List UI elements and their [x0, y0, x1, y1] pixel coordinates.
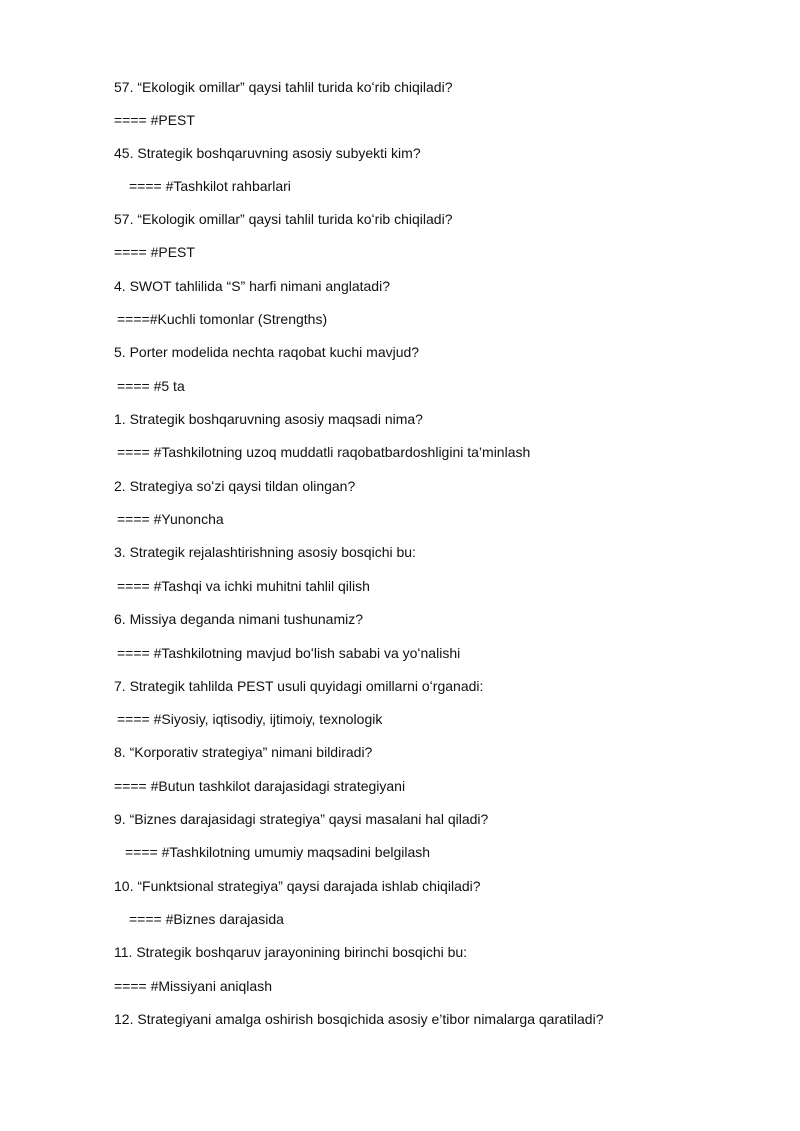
question-line: 8. “Korporativ strategiya” nimani bildiradi?	[114, 744, 373, 760]
answer-line: ==== #Tashkilot rahbarlari	[129, 178, 291, 194]
answer-line: ==== #Biznes darajasida	[129, 911, 284, 927]
question-line: 9. “Biznes darajasidagi strategiya” qaysi masalani hal qiladi?	[114, 811, 489, 827]
question-line: 10. “Funktsional strategiya” qaysi darajada ishlab chiqiladi?	[114, 878, 481, 894]
answer-line: ==== #PEST	[114, 244, 195, 260]
question-line: 6. Missiya deganda nimani tushunamiz?	[114, 611, 364, 627]
answer-line: ==== #Butun tashkilot darajasidagi strategiyani	[114, 778, 406, 794]
question-line: 7. Strategik tahlilda PEST usuli quyidagi omillarni oʻrganadi:	[114, 678, 484, 694]
question-line: 2. Strategiya soʻzi qaysi tildan olingan?	[114, 478, 356, 494]
question-line: 57. “Ekologik omillar” qaysi tahlil turida koʻrib chiqiladi?	[114, 211, 453, 227]
question-line: 12. Strategiyani amalga oshirish bosqichida asosiy e’tibor nimalarga qaratiladi?	[114, 1011, 604, 1027]
question-line: 45. Strategik boshqaruvning asosiy subyekti kim?	[114, 145, 421, 161]
answer-line: ==== #Missiyani aniqlash	[114, 978, 272, 994]
question-line: 5. Porter modelida nechta raqobat kuchi mavjud?	[114, 344, 420, 360]
answer-line: ==== #PEST	[114, 112, 195, 128]
question-line: 57. “Ekologik omillar” qaysi tahlil turida koʻrib chiqiladi?	[114, 79, 453, 95]
answer-line: ==== #Siyosiy, iqtisodiy, ijtimoiy, texnologik	[117, 711, 383, 727]
question-line: 11. Strategik boshqaruv jarayonining birinchi bosqichi bu:	[114, 944, 468, 960]
question-line: 4. SWOT tahlilida “S” harfi nimani anglatadi?	[114, 278, 390, 294]
answer-line: ==== #Tashkilotning uzoq muddatli raqobatbardoshligini ta’minlash	[117, 444, 531, 460]
answer-line: ====#Kuchli tomonlar (Strengths)	[117, 311, 328, 327]
answer-line: ==== #5 ta	[117, 378, 185, 394]
answer-line: ==== #Tashkilotning mavjud boʻlish sababi va yoʻnalishi	[117, 645, 461, 661]
answer-line: ==== #Tashkilotning umumiy maqsadini belgilash	[125, 844, 431, 860]
question-line: 1. Strategik boshqaruvning asosiy maqsadi nima?	[114, 411, 423, 427]
question-line: 3. Strategik rejalashtirishning asosiy bosqichi bu:	[114, 544, 416, 560]
answer-line: ==== #Yunoncha	[117, 511, 224, 527]
answer-line: ==== #Tashqi va ichki muhitni tahlil qilish	[117, 578, 370, 594]
